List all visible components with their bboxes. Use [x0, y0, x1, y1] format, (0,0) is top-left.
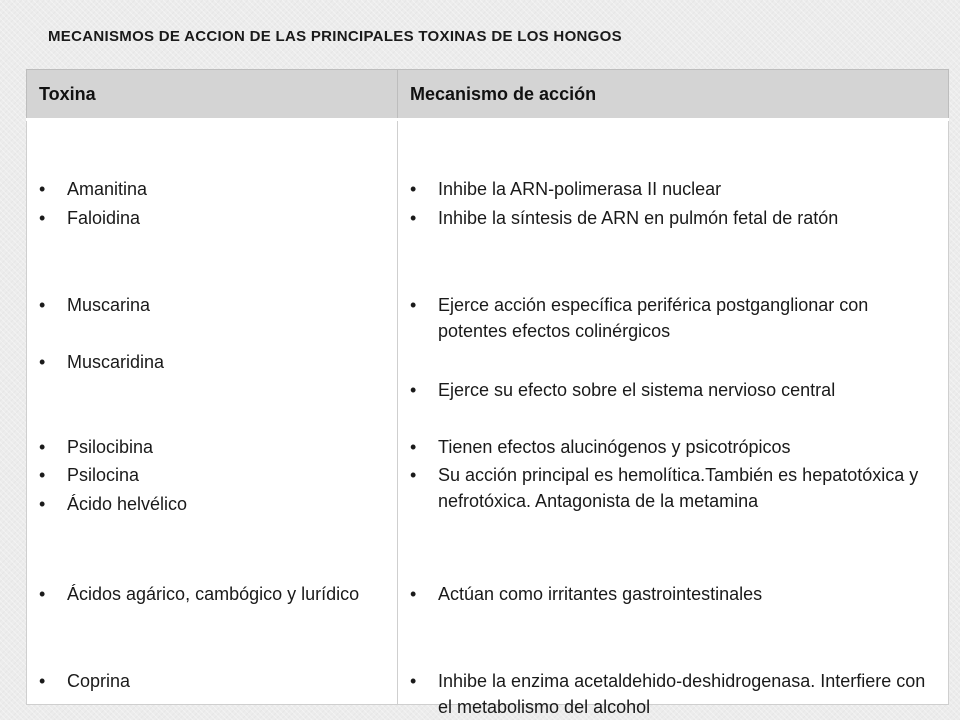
bullet: • [39, 584, 46, 604]
header-toxina: Toxina [27, 70, 398, 120]
toxin-item-acidos-agarico [39, 581, 379, 607]
toxin-table [26, 69, 949, 717]
mechanism-text: Inhibe la ARN-polimerasa II nuclear [438, 179, 722, 199]
mechanism-text: Ejerce acción específica periférica postganglionar con potentes efectos colinérgicos [438, 295, 869, 341]
mechanism-item [410, 462, 940, 514]
mechanism-item [410, 205, 940, 231]
bullet: • [39, 295, 46, 315]
mechanism-item [410, 176, 940, 202]
mechanism-text: Inhibe la síntesis de ARN en pulmón fetal de ratón [438, 208, 839, 228]
bullet: • [39, 671, 46, 691]
toxin-label: Faloidina [67, 208, 141, 228]
toxin-item-coprina [39, 668, 379, 694]
toxin-item-faloidina [39, 205, 379, 231]
toxin-label: Psilocibina [67, 437, 154, 457]
bullet: • [39, 494, 46, 514]
mechanism-list-cell [398, 120, 949, 717]
toxin-item-psilocina [39, 462, 379, 488]
slide-title: MECANISMOS DE ACCION DE LAS PRINCIPALES TOXINAS DE LOS HONGOS [48, 28, 622, 45]
bullet: • [410, 208, 417, 228]
mechanism-item [410, 292, 940, 344]
toxin-item-muscaridina [39, 349, 379, 375]
toxin-label: Ácido helvélico [67, 494, 188, 514]
mechanism-item [410, 377, 940, 403]
mechanism-text: Actúan como irritantes gastrointestinales [438, 584, 763, 604]
bullet: • [410, 671, 417, 691]
toxin-item-amanitina [39, 176, 379, 202]
mechanism-text: Su acción principal es hemolítica.También es hepatotóxica y nefrotóxica. Antagonista de la metamina [438, 465, 919, 511]
mechanism-item [410, 581, 940, 607]
bullet: • [410, 584, 417, 604]
bullet: • [39, 437, 46, 457]
mechanism-item [410, 434, 940, 460]
bullet: • [410, 465, 417, 485]
bullet: • [39, 179, 46, 199]
toxin-item-muscarina [39, 292, 379, 318]
toxin-item-acido-helvelico [39, 491, 379, 517]
toxin-label: Muscaridina [67, 352, 165, 372]
bullet: • [410, 179, 417, 199]
table-header-row [27, 70, 949, 120]
bullet: • [410, 380, 417, 400]
bullet: • [39, 465, 46, 485]
toxin-label: Amanitina [67, 179, 148, 199]
bullet: • [410, 295, 417, 315]
bullet: • [410, 437, 417, 457]
table-body-row [27, 120, 949, 705]
toxin-item-psilocibina [39, 434, 379, 460]
mechanism-item [410, 668, 940, 720]
toxin-label: Muscarina [67, 295, 151, 315]
mechanism-text: Inhibe la enzima acetaldehido-deshidrogenasa. Interfiere con el metabolismo del alcohol [438, 671, 926, 717]
toxin-label: Ácidos agárico, cambógico y lurídico [67, 584, 360, 604]
bullet: • [39, 352, 46, 372]
toxin-list-cell [27, 120, 398, 705]
mechanism-text: Tienen efectos alucinógenos y psicotrópicos [438, 437, 791, 457]
toxin-label: Psilocina [67, 465, 140, 485]
header-mecanismo: Mecanismo de acción [398, 70, 949, 120]
bullet: • [39, 208, 46, 228]
toxin-label: Coprina [67, 671, 131, 691]
mechanism-text: Ejerce su efecto sobre el sistema nervioso central [438, 380, 836, 400]
